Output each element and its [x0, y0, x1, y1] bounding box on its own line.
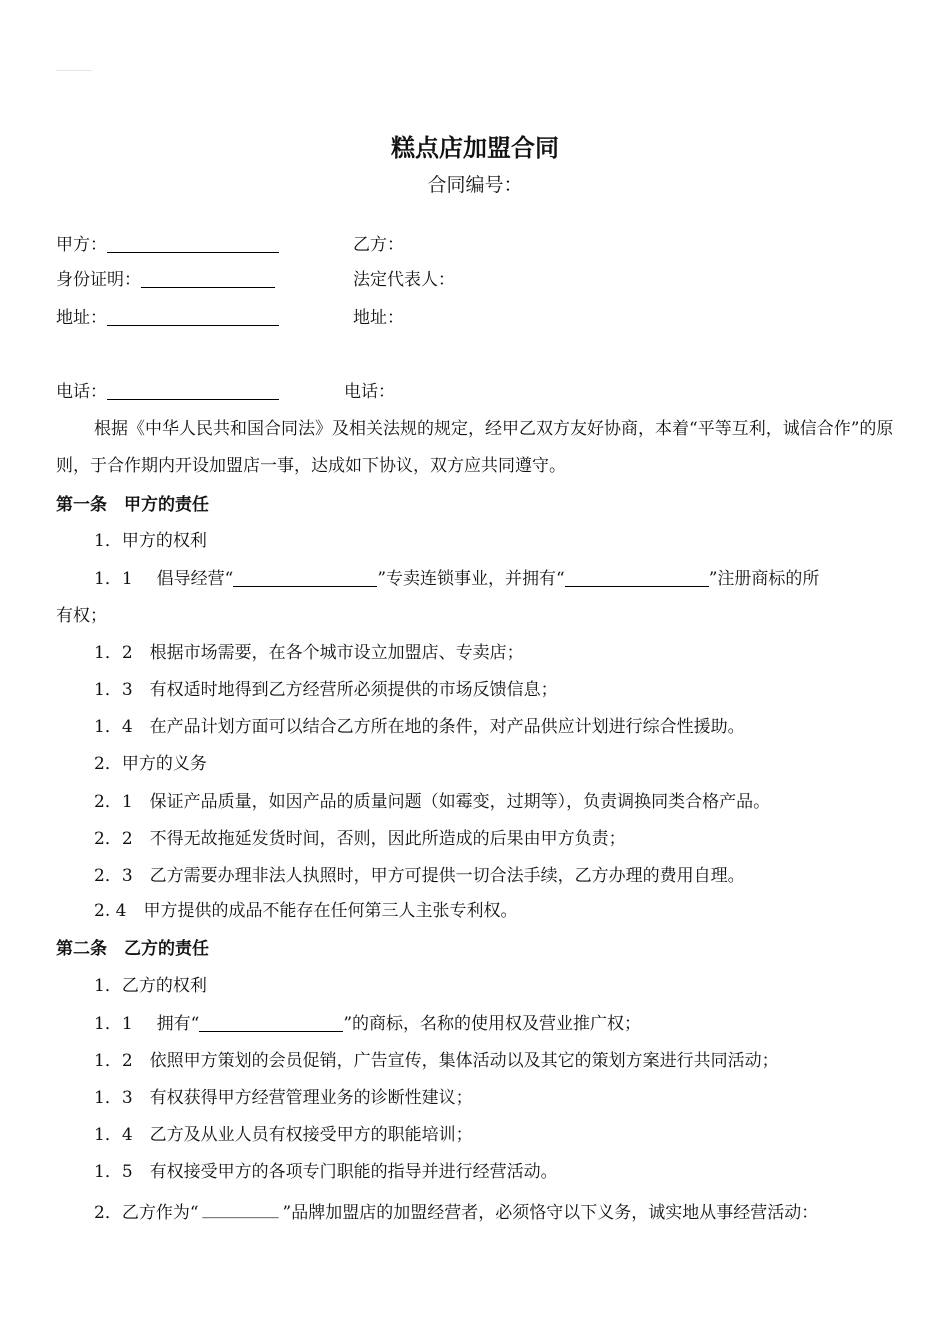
article-2-rights-heading: 1．乙方的权利 [94, 976, 207, 996]
trademark-usage-blank[interactable] [199, 1013, 343, 1032]
intro-paragraph: 根据《中华人民共和国合同法》及相关法规的规定，经甲乙双方友好协商，本着“平等互利，诚信合作”的原则，于合作期内开设加盟店一事，达成如下协议，双方应共同遵守。 [56, 419, 894, 476]
article-1-duties-heading: 2．甲方的义务 [94, 754, 207, 774]
article-1-right-3: 1．3 有权适时地得到乙方经营所必须提供的市场反馈信息； [94, 680, 558, 700]
address-a-label: 地址： [56, 308, 107, 328]
article-2-right-1-pre: 拥有“ [156, 1014, 200, 1034]
article-2-duties-post: ”品牌加盟店的加盟经营者，必须恪守以下义务，诚实地从事经营活动： [282, 1203, 819, 1223]
article-1-duty-1: 2．1 保证产品质量，如因产品的质量问题（如霉变，过期等），负责调换同类合格产品。 [94, 792, 771, 812]
phone-b-label: 电话： [344, 382, 395, 402]
article-2-right-3: 1．3 有权获得甲方经营管理业务的诊断性建议； [94, 1088, 473, 1108]
address-b-label: 地址： [353, 308, 404, 328]
contract-number-label: 合同编号： [427, 174, 523, 196]
brand-name-blank[interactable] [233, 568, 377, 587]
party-a-label: 甲方： [56, 235, 107, 255]
id-blank[interactable] [141, 269, 275, 288]
page-corner-mark [56, 70, 92, 71]
article-2-right-5: 1．5 有权接受甲方的各项专门职能的指导并进行经营活动。 [94, 1162, 558, 1182]
article-2-duties-pre: 2．乙方作为“ [94, 1203, 199, 1223]
article-1-rights-heading: 1．甲方的权利 [94, 531, 207, 551]
article-1-right-1-post: ”注册商标的所 [708, 569, 820, 589]
legal-rep-label: 法定代表人： [353, 270, 455, 290]
article-1-right-2: 1．2 根据市场需要，在各个城市设立加盟店、专卖店； [94, 643, 524, 663]
phone-a-label: 电话： [56, 382, 107, 402]
article-1-right-1 [94, 567, 819, 591]
article-2-right-1-num: 1．1 [94, 1014, 133, 1034]
article-2-heading: 第二条 乙方的责任 [56, 939, 209, 959]
id-label: 身份证明： [56, 270, 141, 290]
article-2-right-2: 1．2 依照甲方策划的会员促销，广告宣传，集体活动以及其它的策划方案进行共同活动； [94, 1051, 779, 1071]
article-1-duty-2: 2．2 不得无故拖延发货时间，否则，因此所造成的后果由甲方负责； [94, 829, 626, 849]
party-a-blank[interactable] [107, 234, 279, 253]
article-1-heading: 第一条 甲方的责任 [56, 495, 209, 515]
article-2-right-1 [94, 1012, 641, 1036]
article-2-right-4: 1．4 乙方及从业人员有权接受甲方的职能培训； [94, 1125, 473, 1145]
id-row [56, 268, 275, 292]
phone-a-blank[interactable] [107, 381, 279, 400]
article-1-right-1-mid: ”专卖连锁事业，并拥有“ [377, 569, 565, 589]
article-1-right-1-cont: 有权； [56, 606, 107, 626]
trademark-blank[interactable] [565, 568, 709, 587]
address-a-blank[interactable] [107, 307, 279, 326]
article-2-right-1-post: ”的商标，名称的使用权及营业推广权； [343, 1014, 642, 1034]
contract-title: 糕点店加盟合同 [391, 134, 559, 162]
phone-a-row [56, 380, 279, 404]
party-a-row [56, 233, 279, 257]
article-1-right-4: 1．4 在产品计划方面可以结合乙方所在地的条件，对产品供应计划进行综合性援助。 [94, 717, 745, 737]
article-1-right-1-pre: 倡导经营“ [156, 569, 234, 589]
party-b-label: 乙方： [353, 235, 404, 255]
franchise-brand-blank[interactable]: _________ [202, 1199, 279, 1219]
address-a-row [56, 306, 279, 330]
article-1-duty-3: 2．3 乙方需要办理非法人执照时，甲方可提供一切合法手续，乙方办理的费用自理。 [94, 866, 745, 886]
article-1-right-1-num: 1．1 [94, 569, 133, 589]
article-2-duties-intro [94, 1197, 818, 1225]
article-1-duty-4: 2. 4 甲方提供的成品不能存在任何第三人主张专利权。 [94, 901, 518, 921]
